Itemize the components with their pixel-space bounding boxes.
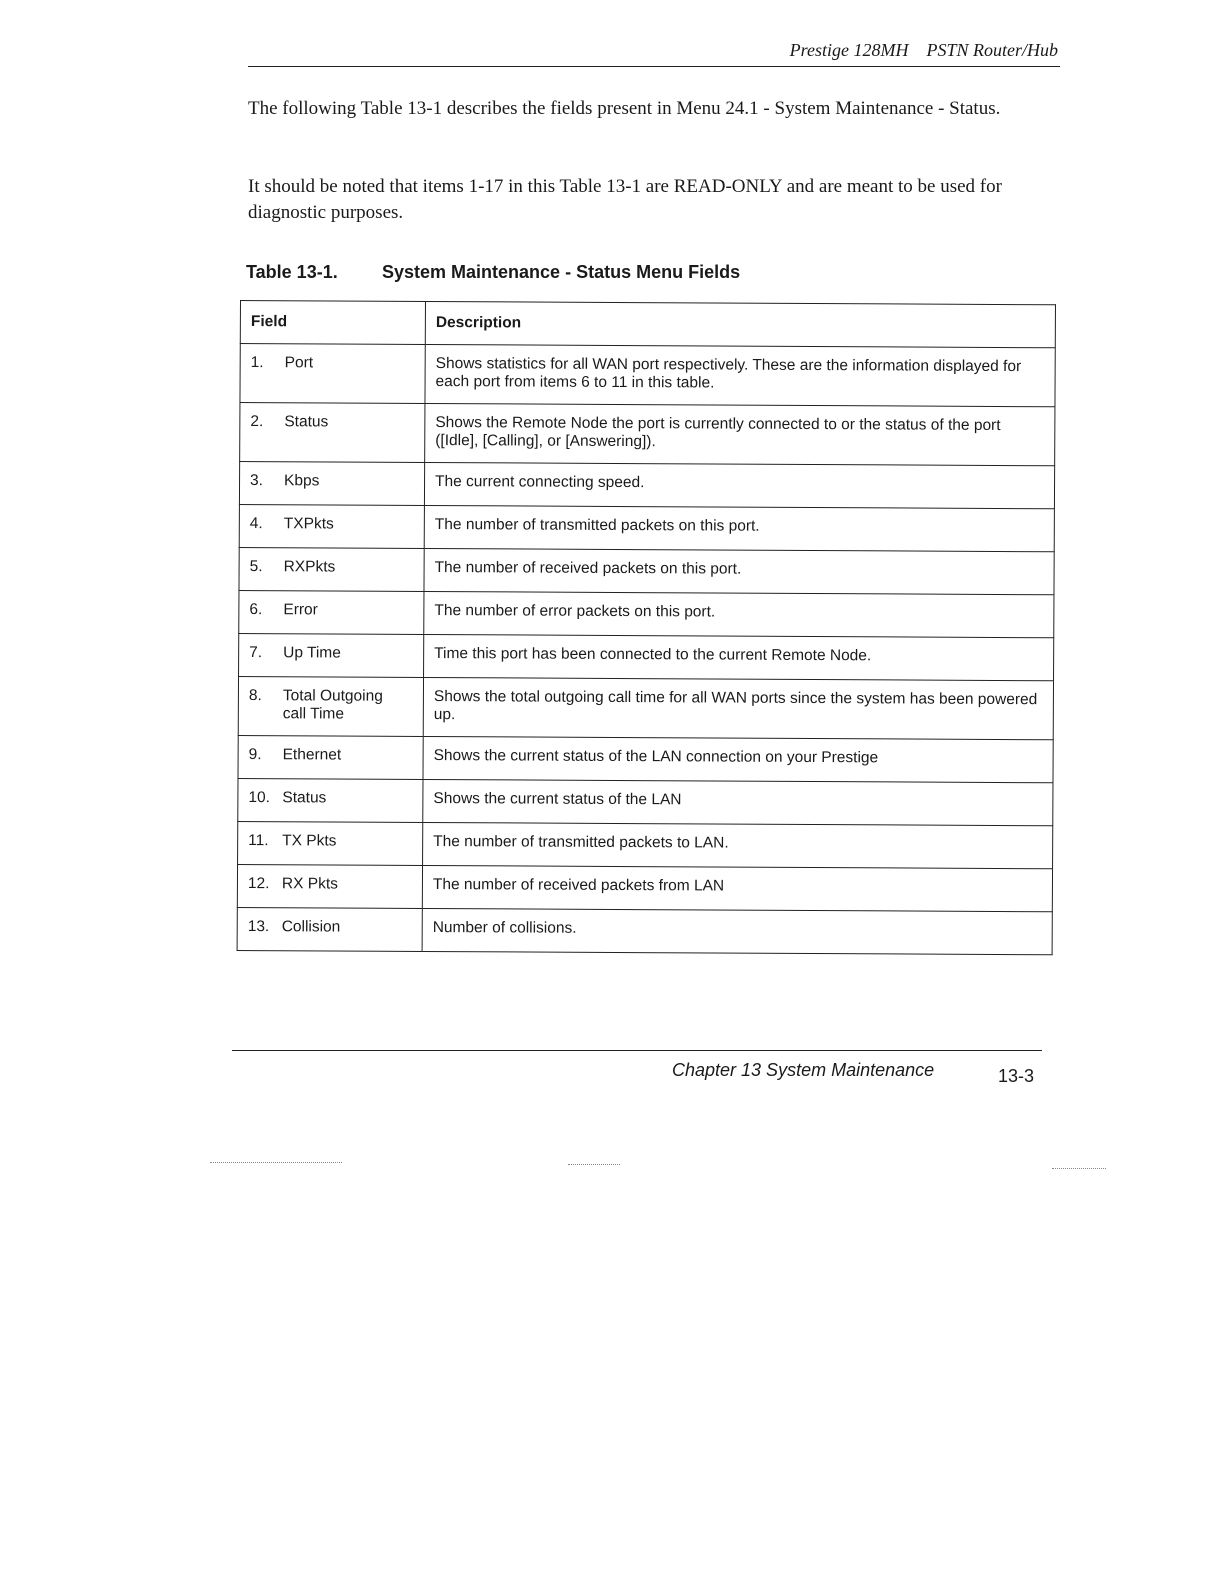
field-number: 7. [249, 644, 263, 662]
field-number: 9. [248, 746, 262, 764]
header-rule [248, 66, 1060, 67]
table-row [239, 633, 1054, 680]
description-cell: Time this port has been connected to the current Remote Node. [424, 634, 1054, 680]
table-row [240, 403, 1055, 466]
field-cell [239, 547, 424, 591]
field-cell [239, 462, 424, 506]
table-row [239, 547, 1054, 594]
field-name: Total Outgoing call Time [282, 687, 383, 723]
field-number: 10. [248, 789, 271, 807]
field-name: TXPkts [283, 515, 334, 533]
table-caption-label: Table 13-1. [246, 262, 338, 282]
field-cell [238, 778, 423, 822]
table-row [238, 778, 1053, 825]
description-cell: Number of collisions. [422, 908, 1052, 954]
field-number: 13. [247, 918, 270, 936]
description-cell: Shows the current status of the LAN connection on your Prestige [423, 736, 1053, 782]
field-cell [239, 504, 424, 548]
field-name: Status [282, 789, 327, 807]
field-number: 4. [249, 515, 263, 533]
column-header-field: Field [240, 301, 425, 345]
description-cell: Shows statistics for all WAN port respectively. These are the information displayed for each port from items 6 to 11 in this table. [425, 344, 1055, 406]
field-cell [237, 864, 422, 908]
description-cell: The number of error packets on this port. [424, 591, 1054, 637]
field-cell [240, 344, 425, 404]
field-number: 11. [248, 832, 269, 850]
field-name: Ethernet [282, 746, 342, 764]
table-header-row [240, 301, 1055, 348]
header-product: Prestige 128MH [789, 40, 909, 60]
field-cell [239, 590, 424, 634]
footer-chapter: Chapter 13 System Maintenance [672, 1060, 935, 1080]
scan-artifact [1052, 1168, 1106, 1169]
table-row [237, 864, 1052, 911]
table-row [237, 907, 1052, 954]
field-cell [240, 403, 425, 463]
table-row [239, 590, 1054, 637]
running-header [248, 40, 1058, 61]
field-name: Status [284, 413, 329, 431]
description-cell: The number of transmitted packets to LAN. [423, 822, 1053, 868]
page-number: 13-3 [998, 1066, 1035, 1086]
field-cell [238, 676, 423, 736]
header-subtitle: PSTN Router/Hub [926, 40, 1058, 60]
field-cell [238, 821, 423, 865]
table-row [240, 344, 1055, 407]
table-row [238, 676, 1053, 739]
footer-rule [232, 1050, 1042, 1051]
column-header-description: Description [425, 301, 1055, 347]
field-name: RXPkts [283, 558, 336, 576]
intro-paragraph: The following Table 13-1 describes the fields present in Menu 24.1 - System Maintenance - Status. [248, 98, 1001, 119]
field-number: 2. [250, 413, 264, 431]
description-cell: The number of received packets from LAN [422, 865, 1052, 911]
field-number: 8. [248, 687, 262, 705]
description-cell: The current connecting speed. [424, 462, 1054, 508]
field-name: Collision [281, 918, 341, 936]
description-cell: Shows the total outgoing call time for all WAN ports since the system has been powered up. [423, 677, 1053, 739]
description-cell: The number of received packets on this port. [424, 548, 1054, 594]
field-name: Error [283, 601, 318, 619]
field-name: RX Pkts [281, 875, 338, 893]
field-name: Kbps [284, 472, 320, 490]
scan-artifact [568, 1164, 620, 1165]
description-cell: The number of transmitted packets on this port. [424, 505, 1054, 551]
field-cell [239, 633, 424, 677]
table-row [238, 735, 1053, 782]
note-paragraph: It should be noted that items 1-17 in this Table 13-1 are READ-ONLY and are meant to be used for diagnostic purposes. [248, 176, 1002, 223]
field-cell [237, 907, 422, 951]
field-cell [238, 735, 423, 779]
table-row [239, 462, 1054, 509]
table-caption [246, 262, 740, 283]
field-number: 6. [249, 601, 263, 619]
field-number: 1. [250, 354, 264, 372]
field-number: 12. [247, 875, 270, 893]
field-number: 5. [249, 558, 263, 576]
field-name: TX Pkts [282, 832, 337, 850]
field-name: Up Time [283, 644, 341, 662]
table-row [238, 821, 1053, 868]
field-name: Port [284, 354, 314, 372]
scan-artifact [210, 1162, 342, 1163]
description-cell: Shows the Remote Node the port is currently connected to or the status of the port ([Idle], [Calling], or [Answering]). [425, 403, 1055, 465]
table-caption-title: System Maintenance - Status Menu Fields [382, 262, 741, 282]
field-number: 3. [250, 472, 264, 490]
description-cell: Shows the current status of the LAN [423, 779, 1053, 825]
table-row [239, 504, 1054, 551]
fields-table [237, 300, 1056, 955]
